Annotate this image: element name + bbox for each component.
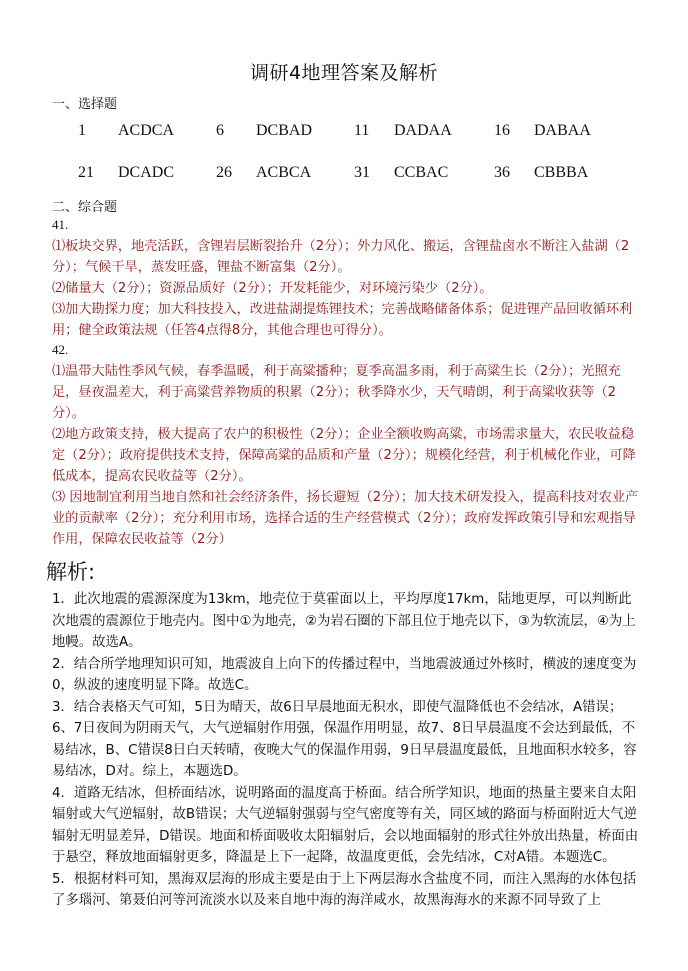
answer-number: 36: [494, 164, 510, 181]
answer-paragraph: ⑵地方政策支持，极大提高了农户的积极性（2分）；企业全额收购高粱，市场需求量大，农民收益稳定（2分）；政府提供技术支持，保障高粱的品质和产量（2分）；规模化经营，利于机械化作业，可降低成本，提高农民收益等（2分）。: [52, 427, 636, 484]
analysis-paragraph: 4．道路无结冰，但桥面结冰，说明路面的温度高于桥面。结合所学知识，地面的热量主要来自太阳辐射或大气逆辐射，故B错误；大气逆辐射强弱与空气密度等有关，同区域的路面与桥面附近大气逆辐射无明显差异，D错误。地面和桥面吸收太阳辐射后，会以地面辐射的形式往外放出热量，桥面由于悬空，释放地面辐射更多，降温是上下一起降，故温度更低，会先结冰，C对A错。本题选C。: [52, 785, 639, 865]
section-heading-comprehensive: 二、综合题: [52, 200, 118, 215]
analysis-paragraph: 3．结合表格天气可知，5日为晴天，故6日早晨地面无积水，即使气温降低也不会结冰，A错误；6、7日夜间为阴雨天气，大气逆辐射作用强，保温作用明显，故7、8日早晨温度不会达到最低，不易结冰，B、C错误8日白天转晴，夜晚大气的保温作用弱，9日早晨温度最低，且地面积水较多，容易结冰，D对。综上，本题选D。: [52, 699, 637, 779]
answer-letters: DABAA: [534, 122, 591, 139]
answer-number: 6: [216, 122, 224, 139]
answer-row-2: [0, 164, 688, 186]
answer-group: [78, 122, 174, 140]
answer-number: 1: [78, 122, 86, 139]
answer-group: [494, 164, 588, 182]
document-title: 调研4地理答案及解析: [249, 62, 439, 84]
answer-letters: ACBCA: [256, 164, 312, 181]
section-heading-choice: 一、选择题: [52, 97, 118, 112]
answer-letters: CCBAC: [394, 164, 449, 181]
answer-letters: DCBAD: [256, 122, 313, 139]
analysis-paragraph: 1．此次地震的震源深度为13km，地壳位于莫霍面以上，平均厚度17km，陆地更厚，可以判断此次地震的震源位于地壳内。图中①为地壳，②为岩石圈的下部且位于地壳以下，③为软流层，④为上地幔。故选A。: [52, 592, 636, 650]
answer-paragraph: ⑵储量大（2分）；资源品质好（2分）；开发耗能少，对环境污染少（2分）。: [52, 281, 493, 296]
answer-paragraph: ⑶加大勘探力度；加大科技投入，改进盐湖提炼锂技术；完善战略储备体系；促进锂产品回收循环利用；健全政策法规（任答4点得8分，其他合理也可得分）。: [52, 302, 633, 338]
answer-letters: DCADC: [118, 164, 175, 181]
answer-number: 16: [494, 122, 510, 139]
question-41-label: 41.: [52, 217, 69, 232]
question-42-answer: [52, 361, 642, 550]
answer-paragraph: ⑶ 因地制宜利用当地自然和社会经济条件，扬长避短（2分）；加大技术研发投入，提高科技对农业产业的贡献率（2分）；充分利用市场，选择合适的生产经营模式（2分）；政府发挥政策引导和宏观指导作用，保障农民收益等（2分）: [52, 490, 639, 547]
answer-group: [494, 122, 591, 140]
answer-group: [78, 164, 174, 182]
answer-group: [354, 164, 448, 182]
answer-group: [216, 164, 311, 182]
answer-letters: DADAA: [394, 122, 452, 139]
answer-number: 26: [216, 164, 232, 181]
answer-number: 11: [354, 122, 370, 139]
analysis-heading: 解析:: [46, 560, 96, 584]
answer-number: 21: [78, 164, 94, 181]
analysis-paragraph: 2．结合所学地理知识可知，地震波自上向下的传播过程中，当地震波通过外核时，横波的速度变为0，纵波的速度明显下降。故选C。: [52, 656, 637, 693]
question-42-label: 42.: [52, 342, 69, 357]
analysis-body: [52, 589, 644, 912]
question-41-answer: [52, 236, 642, 341]
answer-number: 31: [354, 164, 370, 181]
answer-letters: ACDCA: [118, 122, 175, 139]
answer-letters: CBBBA: [534, 164, 589, 181]
analysis-paragraph: 5．根据材料可知，黑海双层海的形成主要是由于上下两层海水含盐度不同，而注入黑海的水体包括了多瑙河、第聂伯河等河流淡水以及来自地中海的海洋咸水，故黑海海水的来源不同导致了上: [52, 871, 637, 908]
answer-paragraph: ⑴温带大陆性季风气候，春季温暖，利于高粱播种；夏季高温多雨，利于高粱生长（2分）；光照充足，昼夜温差大，利于高粱营养物质的积累（2分）；秋季降水少，天气晴朗，利于高粱收获等（2分）。: [52, 364, 621, 421]
answer-group: [216, 122, 312, 140]
answer-group: [354, 122, 452, 140]
answer-paragraph: ⑴板块交界，地壳活跃，含锂岩层断裂抬升（2分）；外力风化、搬运，含锂盐卤水不断注入盐湖（2分）；气候干旱，蒸发旺盛，锂盐不断富集（2分）。: [52, 239, 630, 275]
answer-row-1: [0, 122, 688, 144]
